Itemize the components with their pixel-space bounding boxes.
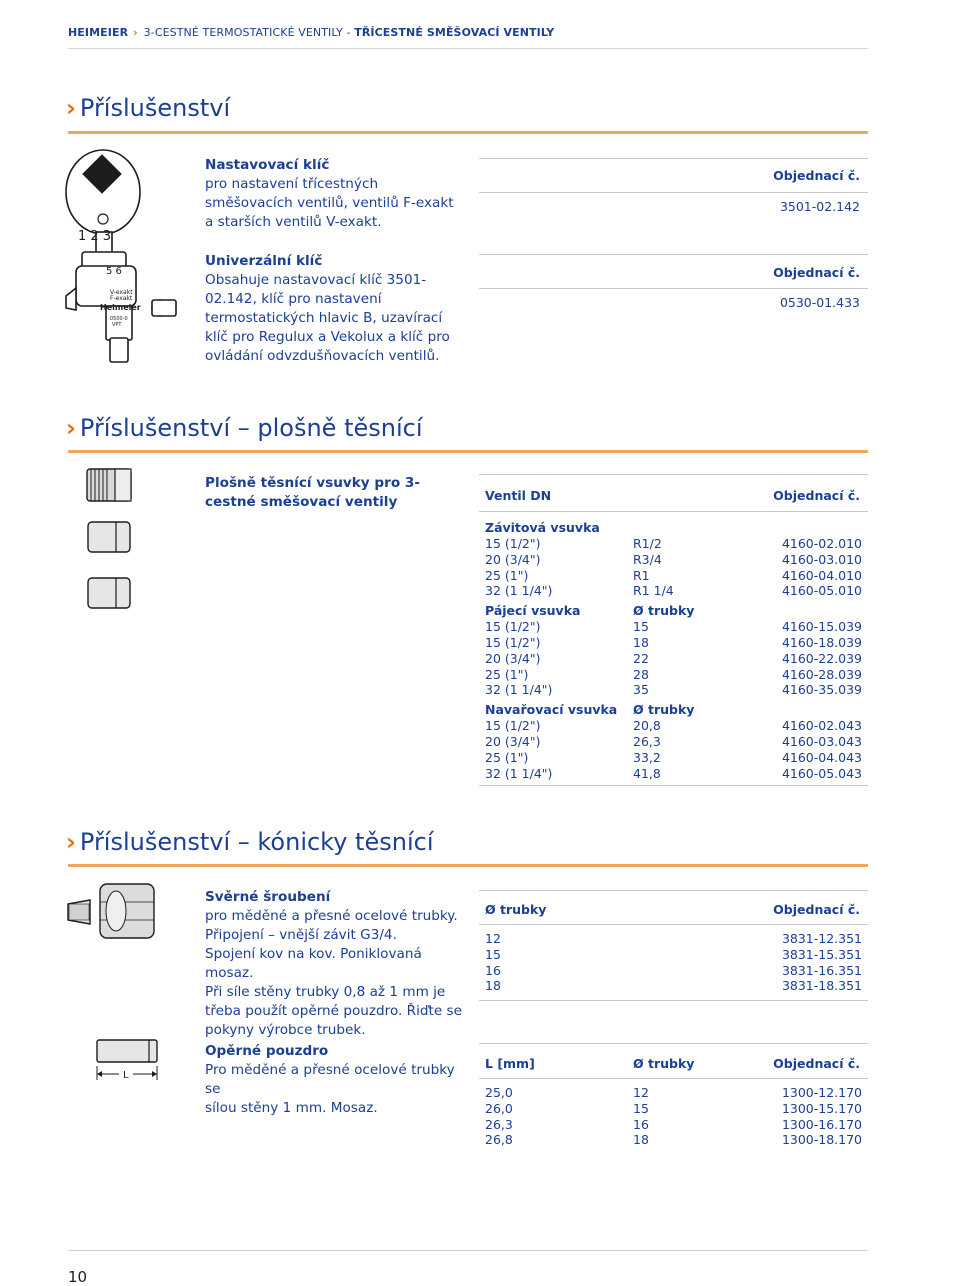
cell-order: 4160-03.043 <box>781 733 862 749</box>
cell-order: 1300-18.170 <box>781 1132 862 1148</box>
breadcrumb-2: TŘÍCESTNÉ SMĚŠOVACÍ VENTILY <box>354 26 555 39</box>
table-rule <box>479 158 868 159</box>
cell-dn: 20 (3/4") <box>485 650 541 666</box>
cell-order: 3831-16.351 <box>781 962 862 978</box>
cell-order: 4160-18.039 <box>781 634 862 650</box>
threaded-fitting-image <box>85 466 133 504</box>
item-title: Univerzální klíč <box>205 253 323 269</box>
description-line: Při síle stěny trubky 0,8 až 1 mm je <box>205 984 446 1000</box>
cell-pipe: 18 <box>633 634 649 650</box>
table-rule <box>479 1000 868 1001</box>
page-number: 10 <box>68 1268 88 1286</box>
cell-order: 4160-15.039 <box>781 619 862 635</box>
table-row <box>485 682 862 698</box>
order-header: Objednací č. <box>773 265 860 280</box>
dimension-label: L <box>123 1070 129 1081</box>
group-label: Navařovací vsuvka <box>485 702 618 718</box>
cell-pipe: 15 <box>485 946 501 962</box>
table-row <box>485 978 862 994</box>
section-title-2 <box>66 414 423 442</box>
universal-key-image <box>66 148 191 366</box>
cell-dn: 15 (1/2") <box>485 634 541 650</box>
cell-order: 4160-02.043 <box>781 718 862 734</box>
cell-pipe: 16 <box>485 962 501 978</box>
table-rule <box>479 288 868 289</box>
solder-fitting-image <box>86 520 132 554</box>
cell-pipe: 22 <box>633 650 649 666</box>
cell-pipe: 35 <box>633 682 649 698</box>
header-divider <box>68 48 868 49</box>
table-row <box>485 766 862 782</box>
key-top-numbers: 1 2 3 <box>78 229 112 244</box>
table-row <box>485 667 862 683</box>
support-sleeve-description <box>205 1042 470 1118</box>
item-title: Opěrné pouzdro <box>205 1043 329 1059</box>
cell-pipe: 33,2 <box>633 749 661 765</box>
key-dial: 5 6 <box>106 266 122 277</box>
cell-dn: 15 (1/2") <box>485 619 541 635</box>
item-title: Nastavovací klíč <box>205 157 330 173</box>
description-line: sílou stěny 1 mm. Mosaz. <box>205 1100 378 1116</box>
chevron-right-icon: › <box>129 26 142 39</box>
flat-seal-table-body <box>485 520 862 781</box>
cell-order: 1300-16.170 <box>781 1116 862 1132</box>
table-row <box>485 1085 862 1101</box>
cell-thread: R3/4 <box>633 551 662 567</box>
table-row <box>485 750 862 766</box>
cell-pipe: 41,8 <box>633 765 661 781</box>
section-title-text: Příslušenství – plošně těsnící <box>79 414 423 442</box>
cell-pipe: 12 <box>633 1085 649 1100</box>
cell-dn: 32 (1 1/4") <box>485 765 553 781</box>
table-rule <box>479 192 868 193</box>
cell-thread: R1 1/4 <box>633 583 674 599</box>
col-header-pipe: Ø trubky <box>633 1056 695 1071</box>
table-row <box>485 651 862 667</box>
brand-name: HEIMEIER <box>68 26 129 39</box>
cell-pipe: 15 <box>633 619 649 635</box>
universal-key-description <box>205 252 450 366</box>
group-label: Závitová vsuvka <box>485 520 600 535</box>
cell-dn: 20 (3/4") <box>485 551 541 567</box>
cell-pipe: 18 <box>633 1132 649 1148</box>
flat-seal-title: Plošně těsnící vsuvky pro 3-cestné směšovací ventily <box>205 475 421 510</box>
table-row <box>485 536 862 552</box>
section-rule <box>68 450 868 453</box>
table-row <box>485 1101 862 1117</box>
chevron-right-icon: › <box>66 828 76 856</box>
table-rule <box>479 924 868 925</box>
order-number: 0530-01.433 <box>779 295 860 310</box>
table-rule <box>479 511 868 512</box>
table-row <box>485 1117 862 1133</box>
cell-order: 1300-12.170 <box>781 1085 862 1100</box>
cell-length: 26,3 <box>485 1116 513 1132</box>
section-title-text: Příslušenství <box>79 94 231 122</box>
group-col2-label: Ø trubky <box>633 603 695 619</box>
description-line: Připojení – vnější závit G3/4. <box>205 927 397 943</box>
table-rule <box>479 474 868 475</box>
col-header-length: L [mm] <box>485 1056 535 1071</box>
cell-dn: 25 (1") <box>485 749 529 765</box>
weld-fitting-image <box>86 576 132 610</box>
cell-pipe: 18 <box>485 978 501 994</box>
cell-order: 3831-15.351 <box>781 946 862 962</box>
breadcrumb-separator: - <box>342 26 355 39</box>
breadcrumb-1: 3-CESTNÉ TERMOSTATICKÉ VENTILY <box>143 26 343 39</box>
section-title-text: Příslušenství – kónicky těsnící <box>79 828 434 856</box>
table-rule <box>479 785 868 786</box>
key-label-3: 0500-0 <box>110 316 128 322</box>
cell-pipe: 12 <box>485 931 501 946</box>
cell-dn: 32 (1 1/4") <box>485 583 553 599</box>
support-sleeve-image <box>93 1038 161 1082</box>
table-rule <box>479 1043 868 1044</box>
group-header <box>485 603 862 619</box>
table-row <box>485 583 862 599</box>
cell-order: 4160-03.010 <box>781 551 862 567</box>
order-header: Objednací č. <box>773 168 860 183</box>
cell-length: 25,0 <box>485 1085 513 1100</box>
table-rule <box>479 1078 868 1079</box>
cell-order: 4160-22.039 <box>781 650 862 666</box>
col-header-pipe: Ø trubky <box>485 902 547 917</box>
cell-dn: 32 (1 1/4") <box>485 682 553 698</box>
description-line: Pro měděné a přesné ocelové trubky se <box>205 1062 455 1097</box>
compression-fitting-table-body <box>485 931 862 994</box>
cell-length: 26,0 <box>485 1100 513 1116</box>
col-header-order: Objednací č. <box>773 488 860 503</box>
table-row <box>485 568 862 584</box>
description-line: pro měděné a přesné ocelové trubky. <box>205 908 458 924</box>
cell-dn: 20 (3/4") <box>485 733 541 749</box>
cell-dn: 25 (1") <box>485 666 529 682</box>
description-line: pokyny výrobce trubek. <box>205 1022 366 1038</box>
setting-key-description <box>205 156 465 232</box>
table-row <box>485 963 862 979</box>
footer-divider <box>68 1250 868 1251</box>
table-row <box>485 931 862 947</box>
item-title: Svěrné šroubení <box>205 889 331 905</box>
key-logo: Heimeier <box>100 303 141 312</box>
col-header-order: Objednací č. <box>773 902 860 917</box>
group-header <box>485 520 862 536</box>
group-header <box>485 702 862 718</box>
cell-pipe: 20,8 <box>633 718 661 734</box>
cell-order: 1300-15.170 <box>781 1100 862 1116</box>
section-rule <box>68 864 868 867</box>
description-line: třeba použít opěrné pouzdro. Řiďte se <box>205 1003 462 1019</box>
cell-order: 3831-18.351 <box>781 978 862 994</box>
cell-pipe: 16 <box>633 1116 649 1132</box>
group-label: Pájecí vsuvka <box>485 603 581 619</box>
key-label-4: VPT <box>112 322 122 328</box>
cell-order: 4160-05.043 <box>781 765 862 781</box>
cell-order: 4160-05.010 <box>781 583 862 599</box>
section-title-1 <box>66 94 230 122</box>
support-sleeve-table-body <box>485 1085 862 1148</box>
group-col2-label: Ø trubky <box>633 702 695 718</box>
compression-fitting-image <box>66 880 161 942</box>
item-description: Obsahuje nastavovací klíč 3501-02.142, klíč pro nastavení termostatických hlavic B, uzavírací klíč pro Regulux a Vekolux a klíč pro ovládání odvzdušňovacích ventilů. <box>205 272 450 364</box>
cell-dn: 25 (1") <box>485 567 529 583</box>
table-row <box>485 552 862 568</box>
table-row <box>485 718 862 734</box>
cell-order: 4160-02.010 <box>781 536 862 551</box>
cell-thread: R1 <box>633 567 650 583</box>
table-rule <box>479 254 868 255</box>
compression-fitting-description <box>205 888 465 1040</box>
table-row <box>485 734 862 750</box>
cell-order: 4160-28.039 <box>781 666 862 682</box>
section-title-3 <box>66 828 433 856</box>
cell-order: 4160-04.010 <box>781 567 862 583</box>
order-number: 3501-02.142 <box>779 199 860 214</box>
cell-order: 3831-12.351 <box>781 931 862 946</box>
cell-dn: 15 (1/2") <box>485 718 541 734</box>
col-header-order: Objednací č. <box>773 1056 860 1071</box>
section-rule <box>68 131 868 134</box>
cell-order: 4160-35.039 <box>781 682 862 698</box>
table-row <box>485 1132 862 1148</box>
cell-dn: 15 (1/2") <box>485 536 541 551</box>
cell-pipe: 28 <box>633 666 649 682</box>
item-description: pro nastavení třícestných směšovacích ventilů, ventilů F-exakt a starších ventilů V-exakt. <box>205 176 454 230</box>
table-row <box>485 635 862 651</box>
col-header-dn: Ventil DN <box>485 488 552 503</box>
table-row <box>485 619 862 635</box>
cell-order: 4160-04.043 <box>781 749 862 765</box>
key-label-2: F-exakt <box>110 295 133 302</box>
chevron-right-icon: › <box>66 414 76 442</box>
cell-thread: R1/2 <box>633 536 662 551</box>
table-rule <box>479 890 868 891</box>
table-row <box>485 947 862 963</box>
cell-pipe: 26,3 <box>633 733 661 749</box>
chevron-right-icon: › <box>66 94 76 122</box>
description-line: Spojení kov na kov. Poniklovaná mosaz. <box>205 946 422 981</box>
cell-pipe: 15 <box>633 1100 649 1116</box>
cell-length: 26,8 <box>485 1132 513 1148</box>
key-label-1: V-exakt <box>110 289 133 296</box>
page-header <box>68 26 554 39</box>
